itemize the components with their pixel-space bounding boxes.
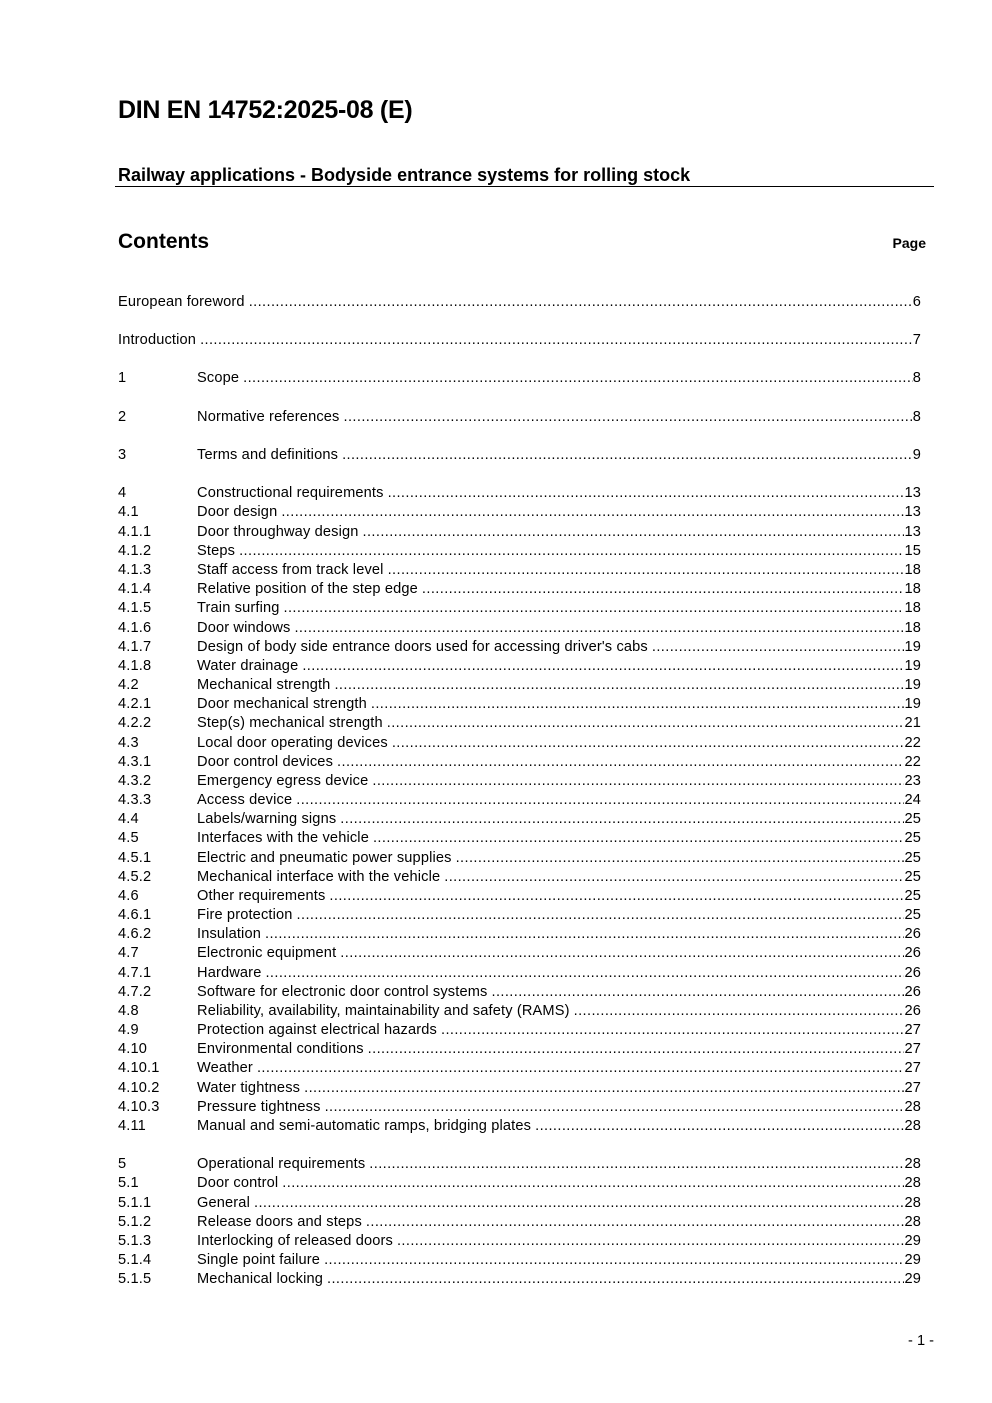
- contents-heading: Contents: [118, 230, 209, 253]
- toc-entry-title: Door windows: [197, 620, 291, 636]
- toc-entry-page: 8: [912, 409, 921, 425]
- toc-dot-leader: [284, 599, 905, 618]
- toc-entry-title: Fire protection: [197, 907, 293, 923]
- toc-entry-number: 4: [118, 485, 127, 501]
- toc-entry-page: 19: [904, 677, 921, 693]
- toc-entry-number: 4.3.2: [118, 773, 152, 789]
- toc-dot-leader: [296, 791, 904, 810]
- toc-entry-number: 5: [118, 1156, 127, 1172]
- toc-entry-page: 25: [904, 888, 921, 904]
- toc-entry-number: 4.1.7: [118, 639, 152, 655]
- toc-entry-number: 4.6: [118, 888, 139, 904]
- toc-entry-title: Protection against electrical hazards: [197, 1022, 437, 1038]
- toc-entry[interactable]: [118, 1079, 921, 1098]
- toc-entry-number: 4.5.2: [118, 869, 152, 885]
- toc-entry-page: 18: [904, 620, 921, 636]
- toc-entry-title: Interlocking of released doors: [197, 1233, 393, 1249]
- toc-entry-number: 4.5: [118, 830, 139, 846]
- toc-entry[interactable]: [118, 983, 921, 1002]
- toc-dot-leader: [281, 503, 904, 522]
- toc-entry-number: 5.1.5: [118, 1271, 152, 1287]
- toc-entry-page: 19: [904, 696, 921, 712]
- toc-entry-title: Train surfing: [197, 600, 280, 616]
- toc-entry[interactable]: [118, 810, 921, 829]
- toc-entry[interactable]: [118, 657, 921, 676]
- toc-dot-leader: [456, 849, 905, 868]
- toc-dot-leader: [324, 1251, 904, 1270]
- toc-entry[interactable]: [118, 619, 921, 638]
- toc-entry[interactable]: [118, 1232, 921, 1251]
- toc-entry[interactable]: [118, 503, 921, 522]
- toc-entry-page: 18: [904, 600, 921, 616]
- toc-entry-number: 5.1: [118, 1175, 139, 1191]
- toc-entry-title: Hardware: [197, 965, 262, 981]
- toc-entry-page: 7: [912, 332, 921, 348]
- toc-entry[interactable]: [118, 331, 921, 350]
- toc-entry-title: Reliability, availability, maintainability and safety (RAMS): [197, 1003, 570, 1019]
- toc-dot-leader: [372, 772, 904, 791]
- toc-entry-title: Manual and semi-automatic ramps, bridging plates: [197, 1118, 532, 1134]
- page-column-heading: Page: [892, 235, 926, 251]
- toc-entry-page: 28: [904, 1214, 921, 1230]
- toc-entry-title: Relative position of the step edge: [197, 581, 418, 597]
- toc-entry-title: Insulation: [197, 926, 261, 942]
- toc-entry-page: 25: [904, 811, 921, 827]
- toc-entry-title: European foreword: [118, 294, 245, 310]
- toc-dot-leader: [294, 619, 904, 638]
- toc-dot-leader: [340, 944, 904, 963]
- toc-entry[interactable]: [118, 484, 921, 503]
- toc-entry-title: Emergency egress device: [197, 773, 369, 789]
- toc-entry-number: 4.10.2: [118, 1080, 160, 1096]
- toc-entry-page: 28: [904, 1099, 921, 1115]
- toc-entry[interactable]: [118, 829, 921, 848]
- toc-entry-page: 27: [904, 1022, 921, 1038]
- toc-entry-number: 4.1.2: [118, 543, 152, 559]
- toc-entry-title: Local door operating devices: [197, 735, 388, 751]
- toc-entry-number: 4.9: [118, 1022, 139, 1038]
- toc-entry-title: Introduction: [118, 332, 197, 348]
- toc-entry-page: 23: [904, 773, 921, 789]
- toc-entry[interactable]: [118, 925, 921, 944]
- toc-entry[interactable]: [118, 446, 921, 465]
- toc-entry-page: 19: [904, 639, 921, 655]
- toc-entry-number: 4.7.2: [118, 984, 152, 1000]
- toc-dot-leader: [243, 369, 913, 388]
- toc-dot-leader: [422, 580, 905, 599]
- toc-entry-number: 4.7: [118, 945, 139, 961]
- toc-dot-leader: [327, 1270, 904, 1289]
- toc-entry-number: 4.2.2: [118, 715, 152, 731]
- toc-entry[interactable]: [118, 868, 921, 887]
- toc-entry-page: 28: [904, 1118, 921, 1134]
- toc-entry-number: 4.8: [118, 1003, 139, 1019]
- toc-dot-leader: [387, 714, 905, 733]
- toc-entry[interactable]: [118, 1117, 921, 1136]
- toc-dot-leader: [297, 906, 905, 925]
- document-title: DIN EN 14752:2025-08 (E): [118, 96, 413, 124]
- toc-entry-page: 6: [912, 294, 921, 310]
- toc-entry-title: Steps: [197, 543, 236, 559]
- toc-entry-title: Door mechanical strength: [197, 696, 367, 712]
- toc-dot-leader: [302, 657, 904, 676]
- toc-dot-leader: [325, 1098, 905, 1117]
- toc-entry-title: Constructional requirements: [197, 485, 384, 501]
- toc-entry-number: 5.1.4: [118, 1252, 152, 1268]
- toc-entry-number: 3: [118, 447, 127, 463]
- toc-entry-page: 26: [904, 945, 921, 961]
- toc-dot-leader: [366, 1213, 905, 1232]
- toc-dot-leader: [373, 829, 904, 848]
- toc-entry-number: 4.10.1: [118, 1060, 160, 1076]
- toc-entry-page: 18: [904, 562, 921, 578]
- footer-page-number: - 1 -: [908, 1333, 934, 1349]
- toc-entry[interactable]: [118, 1040, 921, 1059]
- toc-entry[interactable]: [118, 408, 921, 427]
- toc-entry[interactable]: [118, 1194, 921, 1213]
- toc-entry-number: 4.10.3: [118, 1099, 160, 1115]
- toc-entry-number: 4.10: [118, 1041, 148, 1057]
- toc-entry-page: 22: [904, 735, 921, 751]
- toc-entry-title: Door control devices: [197, 754, 334, 770]
- toc-entry-number: 1: [118, 370, 127, 386]
- toc-entry[interactable]: [118, 1270, 921, 1289]
- toc-entry-number: 4.3.3: [118, 792, 152, 808]
- toc-dot-leader: [334, 676, 904, 695]
- toc-dot-leader: [363, 523, 905, 542]
- toc-entry-number: 4.1.8: [118, 658, 152, 674]
- toc-entry-title: Other requirements: [197, 888, 326, 904]
- toc-entry[interactable]: [118, 1021, 921, 1040]
- toc-entry[interactable]: [118, 1059, 921, 1078]
- toc-entry-title: Terms and definitions: [197, 447, 339, 463]
- toc-entry-title: Electric and pneumatic power supplies: [197, 850, 452, 866]
- toc-entry-page: 22: [904, 754, 921, 770]
- toc-dot-leader: [257, 1059, 905, 1078]
- toc-dot-leader: [392, 734, 905, 753]
- toc-dot-leader: [254, 1194, 904, 1213]
- toc-entry-number: 5.1.2: [118, 1214, 152, 1230]
- toc-entry[interactable]: [118, 753, 921, 772]
- toc-entry[interactable]: [118, 906, 921, 925]
- toc-dot-leader: [239, 542, 904, 561]
- toc-dot-leader: [329, 887, 904, 906]
- toc-entry-page: 19: [904, 658, 921, 674]
- toc-dot-leader: [368, 1040, 905, 1059]
- toc-entry[interactable]: [118, 734, 921, 753]
- toc-entry[interactable]: [118, 772, 921, 791]
- toc-entry[interactable]: [118, 1002, 921, 1021]
- toc-entry-title: Release doors and steps: [197, 1214, 362, 1230]
- toc-entry-page: 26: [904, 1003, 921, 1019]
- toc-entry-number: 4.1.1: [118, 524, 152, 540]
- toc-dot-leader: [388, 561, 905, 580]
- toc-entry-title: Software for electronic door control systems: [197, 984, 488, 1000]
- toc-entry-title: Mechanical strength: [197, 677, 331, 693]
- toc-dot-leader: [388, 484, 905, 503]
- toc-entry[interactable]: [118, 695, 921, 714]
- toc-entry-page: 28: [904, 1195, 921, 1211]
- toc-dot-leader: [200, 331, 913, 350]
- toc-entry[interactable]: [118, 369, 921, 388]
- toc-entry-page: 25: [904, 907, 921, 923]
- toc-entry-title: Mechanical locking: [197, 1271, 323, 1287]
- toc-entry-page: 25: [904, 869, 921, 885]
- toc-entry-page: 25: [904, 830, 921, 846]
- toc-dot-leader: [344, 408, 913, 427]
- toc-entry-page: 8: [912, 370, 921, 386]
- toc-entry-title: Weather: [197, 1060, 253, 1076]
- toc-entry-number: 4.3.1: [118, 754, 152, 770]
- toc-entry[interactable]: [118, 542, 921, 561]
- toc-entry-number: 4.7.1: [118, 965, 152, 981]
- toc-entry-title: Labels/warning signs: [197, 811, 337, 827]
- toc-dot-leader: [652, 638, 905, 657]
- toc-entry[interactable]: [118, 1174, 921, 1193]
- title-divider: [115, 186, 934, 187]
- toc-entry[interactable]: [118, 849, 921, 868]
- toc-entry-page: 24: [904, 792, 921, 808]
- toc-entry-title: Pressure tightness: [197, 1099, 321, 1115]
- toc-dot-leader: [337, 753, 904, 772]
- toc-entry-number: 2: [118, 409, 127, 425]
- toc-entry-number: 4.1.6: [118, 620, 152, 636]
- toc-dot-leader: [535, 1117, 904, 1136]
- toc-entry-title: Staff access from track level: [197, 562, 384, 578]
- toc-entry-title: Door throughway design: [197, 524, 359, 540]
- toc-entry[interactable]: [118, 293, 921, 312]
- toc-dot-leader: [371, 695, 905, 714]
- toc-entry-number: 4.4: [118, 811, 139, 827]
- toc-dot-leader: [441, 1021, 904, 1040]
- toc-entry-title: Design of body side entrance doors used for accessing driver's cabs: [197, 639, 648, 655]
- toc-dot-leader: [369, 1155, 904, 1174]
- toc-entry-title: Door design: [197, 504, 278, 520]
- toc-entry-page: 13: [904, 524, 921, 540]
- toc-dot-leader: [491, 983, 904, 1002]
- toc-entry-page: 27: [904, 1060, 921, 1076]
- toc-entry-page: 18: [904, 581, 921, 597]
- toc-dot-leader: [304, 1079, 904, 1098]
- toc-entry-page: 26: [904, 965, 921, 981]
- document-subtitle: Railway applications - Bodyside entrance systems for rolling stock: [118, 165, 691, 185]
- toc-entry-page: 9: [912, 447, 921, 463]
- toc-entry-number: 5.1.3: [118, 1233, 152, 1249]
- toc-entry-number: 4.2: [118, 677, 139, 693]
- toc-entry-page: 26: [904, 984, 921, 1000]
- toc-entry-title: Water tightness: [197, 1080, 301, 1096]
- toc-entry[interactable]: [118, 791, 921, 810]
- toc-entry-number: 4.2.1: [118, 696, 152, 712]
- toc-entry[interactable]: [118, 638, 921, 657]
- toc-entry[interactable]: [118, 964, 921, 983]
- toc-entry-page: 15: [904, 543, 921, 559]
- toc-entry[interactable]: [118, 714, 921, 733]
- toc-entry-title: Scope: [197, 370, 240, 386]
- toc-entry-page: 28: [904, 1156, 921, 1172]
- toc-entry-title: Operational requirements: [197, 1156, 366, 1172]
- toc-entry[interactable]: [118, 887, 921, 906]
- toc-entry[interactable]: [118, 1213, 921, 1232]
- toc-entry-title: Interfaces with the vehicle: [197, 830, 369, 846]
- toc-entry-number: 4.1: [118, 504, 139, 520]
- toc-entry-title: Step(s) mechanical strength: [197, 715, 383, 731]
- toc-dot-leader: [574, 1002, 905, 1021]
- toc-entry-number: 5.1.1: [118, 1195, 152, 1211]
- toc-entry-number: 4.6.2: [118, 926, 152, 942]
- toc-entry[interactable]: [118, 676, 921, 695]
- toc-dot-leader: [397, 1232, 905, 1251]
- toc-entry-page: 27: [904, 1080, 921, 1096]
- toc-entry-title: Access device: [197, 792, 293, 808]
- toc-entry-page: 13: [904, 485, 921, 501]
- toc-entry-number: 4.11: [118, 1118, 146, 1134]
- toc-entry[interactable]: [118, 944, 921, 963]
- toc-entry-page: 29: [904, 1252, 921, 1268]
- toc-dot-leader: [282, 1174, 904, 1193]
- toc-entry-number: 4.1.5: [118, 600, 152, 616]
- toc-entry-title: Water drainage: [197, 658, 299, 674]
- toc-entry-title: Environmental conditions: [197, 1041, 364, 1057]
- toc-entry[interactable]: [118, 580, 921, 599]
- toc-entry[interactable]: [118, 1098, 921, 1117]
- toc-entry[interactable]: [118, 1251, 921, 1270]
- toc-dot-leader: [444, 868, 904, 887]
- toc-entry-title: Door control: [197, 1175, 279, 1191]
- toc-entry-number: 4.3: [118, 735, 139, 751]
- toc-entry-page: 28: [904, 1175, 921, 1191]
- toc-dot-leader: [265, 964, 904, 983]
- toc-entry-page: 27: [904, 1041, 921, 1057]
- toc-entry-number: 4.6.1: [118, 907, 152, 923]
- toc-entry-title: Single point failure: [197, 1252, 321, 1268]
- toc-entry-page: 26: [904, 926, 921, 942]
- toc-entry-page: 25: [904, 850, 921, 866]
- toc-entry-page: 13: [904, 504, 921, 520]
- toc-entry-title: Normative references: [197, 409, 340, 425]
- toc-dot-leader: [340, 810, 904, 829]
- toc-entry-page: 21: [904, 715, 921, 731]
- toc-entry-title: Mechanical interface with the vehicle: [197, 869, 441, 885]
- toc-dot-leader: [265, 925, 904, 944]
- toc-entry[interactable]: [118, 1155, 921, 1174]
- toc-dot-leader: [249, 293, 913, 312]
- toc-entry-page: 29: [904, 1233, 921, 1249]
- toc-entry[interactable]: [118, 561, 921, 580]
- toc-entry-number: 4.5.1: [118, 850, 152, 866]
- toc-entry-page: 29: [904, 1271, 921, 1287]
- toc-entry[interactable]: [118, 599, 921, 618]
- toc-entry-number: 4.1.3: [118, 562, 152, 578]
- toc-entry-title: Electronic equipment: [197, 945, 337, 961]
- toc-entry[interactable]: [118, 523, 921, 542]
- toc-entry-title: General: [197, 1195, 250, 1211]
- toc-entry-number: 4.1.4: [118, 581, 152, 597]
- toc-dot-leader: [342, 446, 913, 465]
